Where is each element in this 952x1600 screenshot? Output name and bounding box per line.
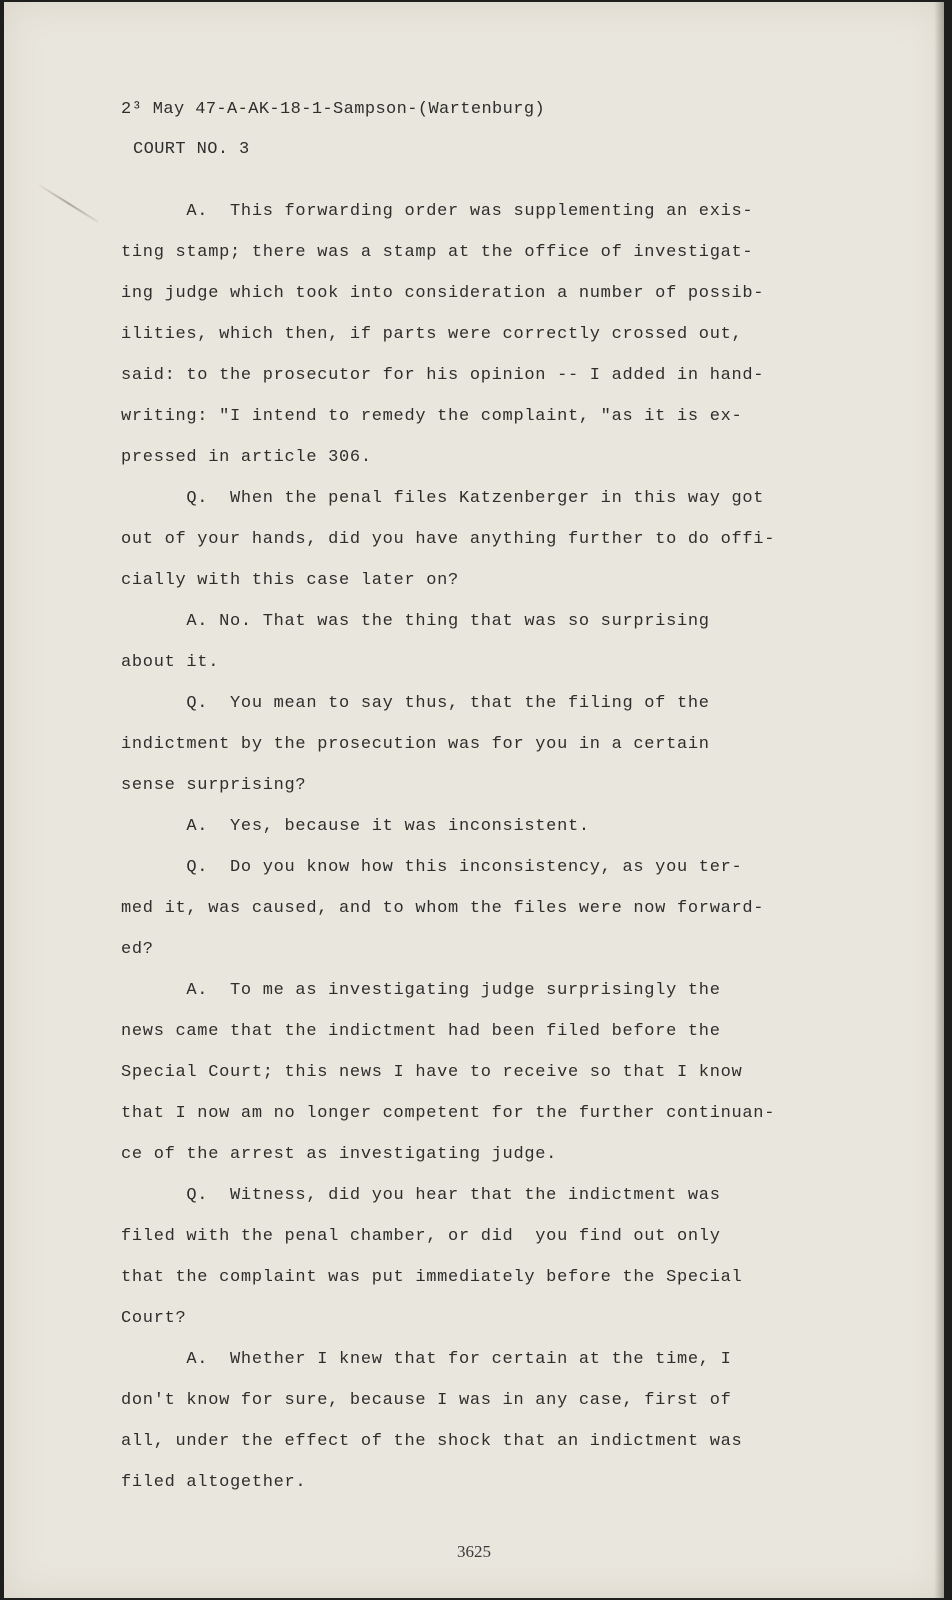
transcript-line: that the complaint was put immediately before the Special — [121, 1268, 743, 1287]
transcript-line: writing: "I intend to remedy the complaint, "as it is ex- — [121, 407, 743, 426]
document-page — [4, 2, 944, 1598]
transcript-line: filed altogether. — [121, 1473, 307, 1492]
transcript-line: all, under the effect of the shock that an indictment was — [121, 1432, 743, 1451]
transcript-line: Q. Witness, did you hear that the indictment was — [121, 1186, 721, 1205]
transcript-line: ting stamp; there was a stamp at the office of investigat- — [121, 243, 754, 262]
transcript-line: Special Court; this news I have to receive so that I know — [121, 1063, 743, 1082]
transcript-line: Q. You mean to say thus, that the filing of the — [121, 694, 710, 713]
transcript-line: filed with the penal chamber, or did you find out only — [121, 1227, 721, 1246]
transcript-line: Q. Do you know how this inconsistency, as you ter- — [121, 858, 743, 877]
page-edge-shadow — [934, 2, 944, 1598]
transcript-line: cially with this case later on? — [121, 571, 459, 590]
transcript-line: A. Yes, because it was inconsistent. — [121, 817, 590, 836]
transcript-line: pressed in article 306. — [121, 448, 372, 467]
transcript-line: med it, was caused, and to whom the files were now forward- — [121, 899, 765, 918]
transcript-line: ed? — [121, 940, 154, 959]
transcript-line: A. This forwarding order was supplementing an exis- — [121, 202, 754, 221]
transcript-line: sense surprising? — [121, 776, 307, 795]
transcript-line: indictment by the prosecution was for you in a certain — [121, 735, 710, 754]
page-number: 3625 — [457, 1542, 491, 1561]
transcript-line: out of your hands, did you have anything further to do offi- — [121, 530, 776, 549]
transcript-line: A. No. That was the thing that was so surprising — [121, 612, 710, 631]
transcript-line: ce of the arrest as investigating judge. — [121, 1145, 558, 1164]
document-header-reference: 2³ May 47-A-AK-18-1-Sampson-(Wartenburg) — [121, 100, 546, 119]
transcript-line: about it. — [121, 653, 220, 672]
document-header-court: COURT NO. 3 — [133, 140, 250, 159]
transcript-line: news came that the indictment had been filed before the — [121, 1022, 721, 1041]
transcript-line: that I now am no longer competent for the further continuan- — [121, 1104, 776, 1123]
transcript-line: ing judge which took into consideration a number of possib- — [121, 284, 765, 303]
transcript-line: Court? — [121, 1309, 187, 1328]
transcript-line: ilities, which then, if parts were correctly crossed out, — [121, 325, 743, 344]
transcript-line: Q. When the penal files Katzenberger in this way got — [121, 489, 765, 508]
transcript-line: said: to the prosecutor for his opinion -- I added in hand- — [121, 366, 765, 385]
transcript-line: A. To me as investigating judge surprisingly the — [121, 981, 721, 1000]
transcript-line: don't know for sure, because I was in any case, first of — [121, 1391, 732, 1410]
pencil-mark — [38, 184, 98, 223]
transcript-line: A. Whether I knew that for certain at the time, I — [121, 1350, 732, 1369]
